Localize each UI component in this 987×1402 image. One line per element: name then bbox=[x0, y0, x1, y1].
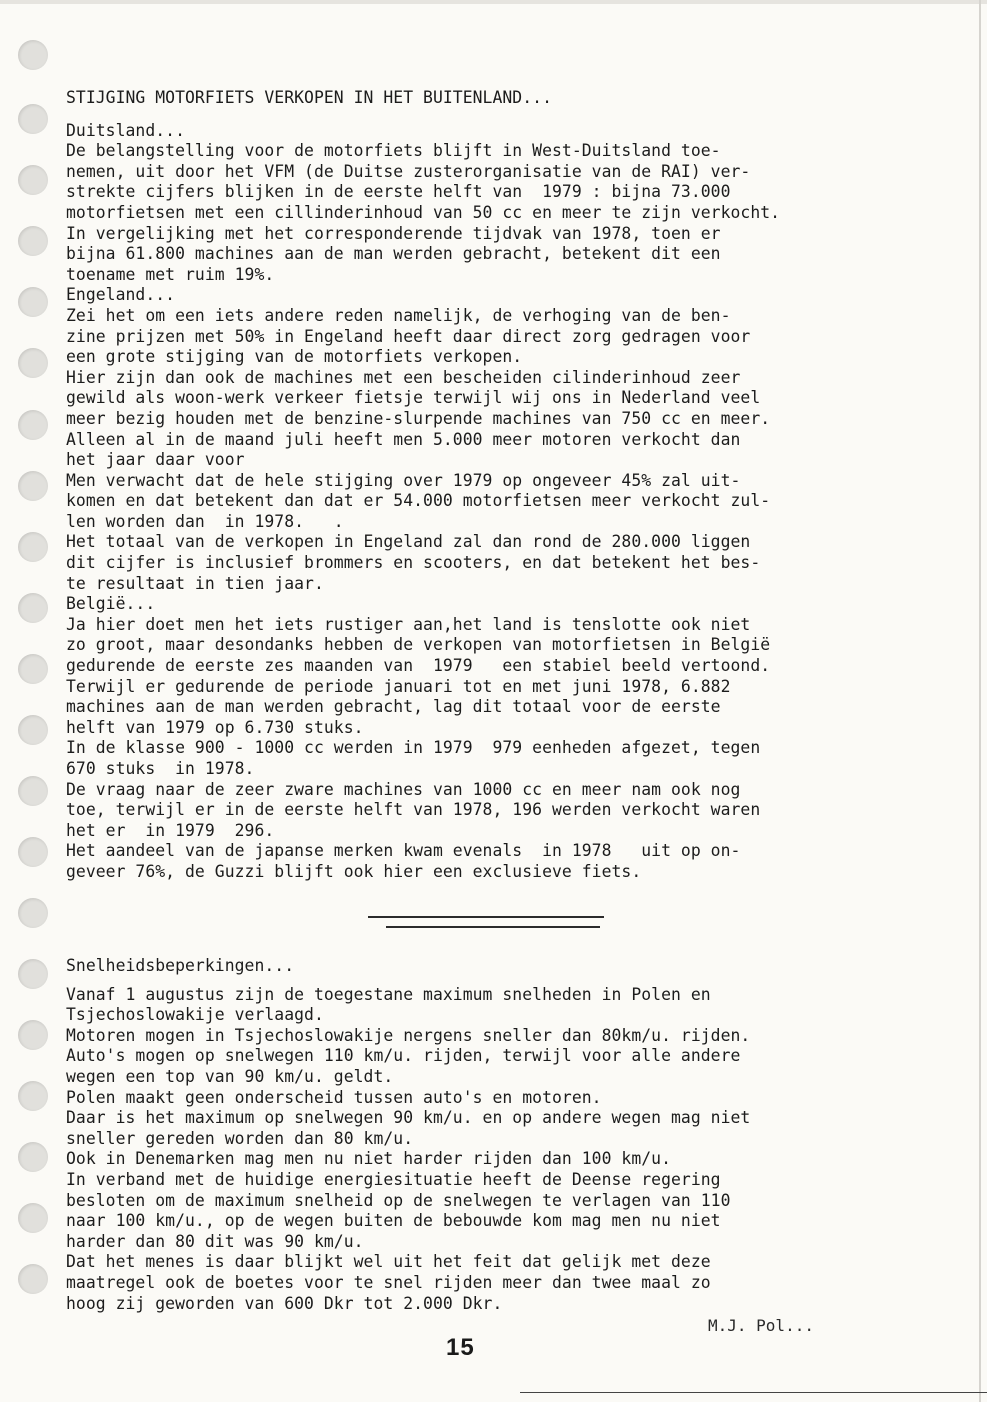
page-number: 15 bbox=[446, 1334, 475, 1361]
divider-line bbox=[368, 916, 604, 918]
text-line: Zei het om een iets andere reden namelijk, de verhoging van de ben- bbox=[66, 305, 731, 325]
text-line: Daar is het maximum op snelwegen 90 km/u. en op andere wegen mag niet bbox=[66, 1108, 751, 1128]
text-line: gewild als woon-werk verkeer fietsje terwijl wij ons in Nederland veel bbox=[66, 388, 761, 408]
binder-hole bbox=[18, 40, 48, 70]
binder-hole bbox=[18, 898, 48, 928]
author-signature: M.J. Pol... bbox=[708, 1316, 814, 1335]
text-line: Alleen al in de maand juli heeft men 5.000 meer motoren verkocht dan bbox=[66, 429, 741, 449]
text-line: bijna 61.800 machines aan de man werden gebracht, betekent dit een bbox=[66, 244, 721, 264]
text-line: In verband met de huidige energiesituatie heeft de Deense regering bbox=[66, 1169, 721, 1189]
text-line: Dat het menes is daar blijkt wel uit het feit dat gelijk met deze bbox=[66, 1252, 711, 1272]
binder-hole bbox=[18, 654, 48, 684]
page-right-edge bbox=[979, 0, 981, 1402]
binder-hole bbox=[18, 1264, 48, 1294]
binder-hole bbox=[18, 1142, 48, 1172]
binder-holes bbox=[18, 40, 58, 1380]
divider-line bbox=[386, 926, 600, 928]
article-title: STIJGING MOTORFIETS VERKOPEN IN HET BUITENLAND... bbox=[66, 88, 552, 107]
binder-hole bbox=[18, 348, 48, 378]
text-line: len worden dan in 1978. . bbox=[66, 511, 344, 531]
binder-hole bbox=[18, 837, 48, 867]
binder-hole bbox=[18, 1081, 48, 1111]
text-line: sneller gereden worden dan 80 km/u. bbox=[66, 1128, 414, 1148]
article-title: Snelheidsbeperkingen... bbox=[66, 956, 295, 975]
text-line: Engeland... bbox=[66, 285, 176, 305]
text-line: meer bezig houden met de benzine-slurpende machines van 750 cc en meer. bbox=[66, 408, 771, 428]
binder-hole bbox=[18, 593, 48, 623]
text-line: dit cijfer is inclusief brommers en scooters, en dat betekent het bes- bbox=[66, 553, 761, 573]
text-line: Auto's mogen op snelwegen 110 km/u. rijden, terwijl voor alle andere bbox=[66, 1046, 741, 1066]
text-line: Motoren mogen in Tsjechoslowakije nergens sneller dan 80km/u. rijden. bbox=[66, 1025, 751, 1045]
text-line: hoog zij geworden van 600 Dkr tot 2.000 Dkr. bbox=[66, 1293, 503, 1313]
text-line: geveer 76%, de Guzzi blijft ook hier een exclusieve fiets. bbox=[66, 861, 642, 881]
text-line: 670 stuks in 1978. bbox=[66, 759, 255, 778]
text-line: toe, terwijl er in de eerste helft van 1978, 196 werden verkocht waren bbox=[66, 800, 761, 820]
text-line: In de klasse 900 - 1000 cc werden in 1979 979 eenheden afgezet, tegen bbox=[66, 738, 761, 758]
text-line: toename met ruim 19%. bbox=[66, 264, 275, 284]
text-line: zine prijzen met 50% in Engeland heeft daar direct zorg gedragen voor bbox=[66, 326, 751, 346]
text-line: het er in 1979 296. bbox=[66, 820, 275, 840]
text-line: machines aan de man werden gebracht, lag dit totaal voor de eerste bbox=[66, 697, 721, 717]
text-line: België... bbox=[66, 594, 156, 614]
text-line: te resultaat in tien jaar. bbox=[66, 573, 324, 593]
text-line: Hier zijn dan ook de machines met een bescheiden cilinderinhoud zeer bbox=[66, 367, 741, 387]
text-line: besloten om de maximum snelheid op de snelwegen te verlagen van 110 bbox=[66, 1190, 731, 1210]
text-line: Het totaal van de verkopen in Engeland zal dan rond de 280.000 liggen bbox=[66, 532, 751, 552]
text-line: motorfietsen met een cillinderinhoud van 50 cc en meer te zijn verkocht. bbox=[66, 202, 781, 222]
text-line: strekte cijfers blijken in de eerste helft van 1979 : bijna 73.000 bbox=[66, 182, 731, 202]
text-line: nemen, uit door het VFM (de Duitse zusterorganisatie van de RAI) ver- bbox=[66, 161, 751, 181]
text-line: helft van 1979 op 6.730 stuks. bbox=[66, 717, 364, 737]
text-line: In vergelijking met het corresponderende tijdvak van 1978, toen er bbox=[66, 223, 721, 243]
text-line: De vraag naar de zeer zware machines van 1000 cc en meer nam ook nog bbox=[66, 779, 741, 799]
text-line: het jaar daar voor bbox=[66, 450, 245, 470]
text-line: Vanaf 1 augustus zijn de toegestane maximum snelheden in Polen en bbox=[66, 984, 711, 1004]
text-line: komen en dat betekent dan dat er 54.000 motorfietsen meer verkocht zul- bbox=[66, 491, 771, 511]
text-line: De belangstelling voor de motorfiets blijft in West-Duitsland toe- bbox=[66, 141, 721, 161]
binder-hole bbox=[18, 104, 48, 134]
binder-hole bbox=[18, 471, 48, 501]
text-line: Polen maakt geen onderscheid tussen auto's en motoren. bbox=[66, 1087, 602, 1107]
text-line: wegen een top van 90 km/u. geldt. bbox=[66, 1066, 394, 1086]
binder-hole bbox=[18, 1203, 48, 1233]
binder-hole bbox=[18, 165, 48, 195]
text-line: zo groot, maar desondanks hebben de verkopen van motorfietsen in België bbox=[66, 635, 771, 655]
text-line: gedurende de eerste zes maanden van 1979 een stabiel beeld vertoond. bbox=[66, 656, 771, 676]
text-line: Men verwacht dat de hele stijging over 1979 op ongeveer 45% zal uit- bbox=[66, 470, 741, 490]
binder-hole bbox=[18, 532, 48, 562]
binder-hole bbox=[18, 287, 48, 317]
text-line: naar 100 km/u., op de wegen buiten de bebouwde kom mag men nu niet bbox=[66, 1211, 721, 1231]
page-top-edge bbox=[0, 0, 987, 4]
article-snelheid bbox=[66, 956, 956, 1314]
binder-hole bbox=[18, 410, 48, 440]
binder-hole bbox=[18, 226, 48, 256]
binder-hole bbox=[18, 1020, 48, 1050]
text-line: Duitsland... bbox=[66, 120, 186, 140]
text-line: Ook in Denemarken mag men nu niet harder rijden dan 100 km/u. bbox=[66, 1149, 671, 1169]
text-line: harder dan 80 dit was 90 km/u. bbox=[66, 1231, 364, 1251]
article-body bbox=[66, 121, 956, 883]
binder-hole bbox=[18, 776, 48, 806]
text-line: een grote stijging van de motorfiets verkopen. bbox=[66, 347, 523, 367]
binder-hole bbox=[18, 959, 48, 989]
article-body bbox=[66, 985, 956, 1315]
bottom-rule bbox=[520, 1392, 987, 1393]
text-line: maatregel ook de boetes voor te snel rijden meer dan twee maal zo bbox=[66, 1272, 711, 1292]
article-stijging bbox=[66, 88, 956, 883]
text-line: Het aandeel van de japanse merken kwam evenals in 1978 uit op on- bbox=[66, 841, 741, 861]
text-line: Tsjechoslowakije verlaagd. bbox=[66, 1005, 324, 1025]
text-line: Terwijl er gedurende de periode januari tot en met juni 1978, 6.882 bbox=[66, 676, 731, 696]
text-line: Ja hier doet men het iets rustiger aan,het land is tenslotte ook niet bbox=[66, 614, 751, 634]
binder-hole bbox=[18, 715, 48, 745]
